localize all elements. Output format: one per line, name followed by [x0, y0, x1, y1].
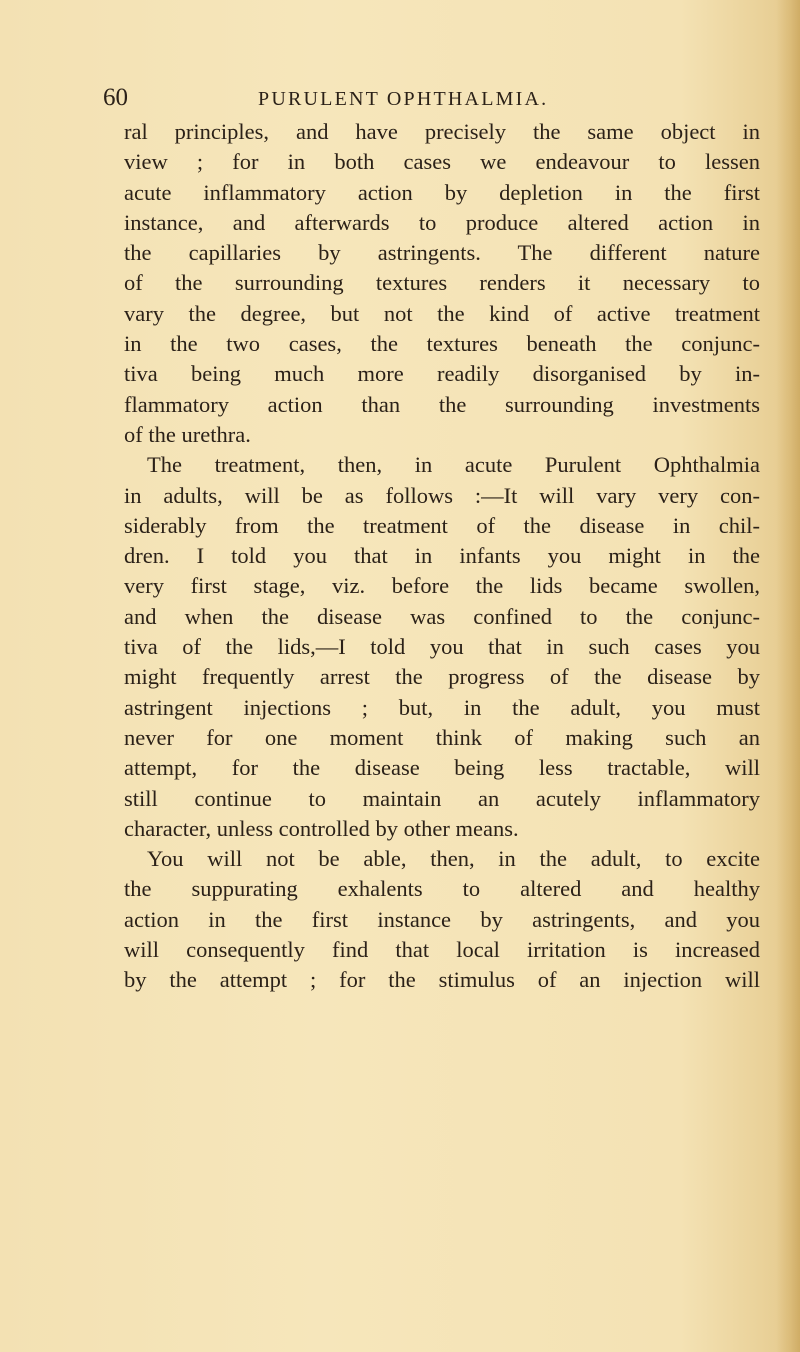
text-line: never for one moment think of making such an	[124, 724, 760, 750]
text-line: flammatory action than the surrounding investments	[124, 391, 760, 417]
text-line: tiva of the lids,—I told you that in such cases you	[124, 634, 760, 660]
text-line: very first stage, viz. before the lids became swollen,	[124, 573, 760, 599]
text-line: might frequently arrest the progress of the disease by	[124, 664, 760, 690]
text-line: in adults, will be as follows :—It will vary very con-	[124, 482, 760, 508]
text-line: siderably from the treatment of the disease in chil-	[124, 512, 760, 538]
text-line: ral principles, and have precisely the same object in	[124, 119, 760, 144]
text-line: tiva being much more readily disorganised by in-	[124, 361, 760, 387]
text-line: The treatment, then, in acute Purulent Ophthalmia	[147, 452, 760, 478]
text-line: by the attempt ; for the stimulus of an injection will	[124, 967, 760, 993]
body-text	[124, 117, 784, 996]
text-line: instance, and afterwards to produce altered action in	[124, 209, 760, 235]
text-line: You will not be able, then, in the adult, to excite	[147, 846, 760, 872]
text-line: astringent injections ; but, in the adult, you must	[124, 694, 760, 720]
text-line: the capillaries by astringents. The different nature	[124, 240, 760, 266]
text-line: acute inflammatory action by depletion in the first	[124, 179, 760, 205]
text-line: of the urethra.	[124, 421, 251, 447]
text-line: still continue to maintain an acutely inflammatory	[124, 785, 760, 811]
page-header	[0, 84, 800, 114]
text-line: attempt, for the disease being less tractable, will	[124, 755, 760, 781]
text-line: action in the first instance by astringents, and you	[124, 906, 760, 932]
text-line: dren. I told you that in infants you might in the	[124, 543, 760, 569]
text-line: will consequently find that local irritation is increased	[124, 937, 760, 963]
text-line: the suppurating exhalents to altered and healthy	[124, 876, 760, 902]
running-head: PURULENT OPHTHALMIA.	[258, 88, 549, 110]
text-line: of the surrounding textures renders it necessary to	[124, 270, 760, 296]
text-line: vary the degree, but not the kind of active treatment	[124, 300, 760, 326]
text-line: in the two cases, the textures beneath the conjunc-	[124, 331, 760, 357]
page-number: 60	[103, 84, 128, 111]
text-line: character, unless controlled by other means.	[124, 815, 519, 841]
text-line: view ; for in both cases we endeavour to lessen	[124, 149, 760, 175]
text-line: and when the disease was confined to the conjunc-	[124, 603, 760, 629]
